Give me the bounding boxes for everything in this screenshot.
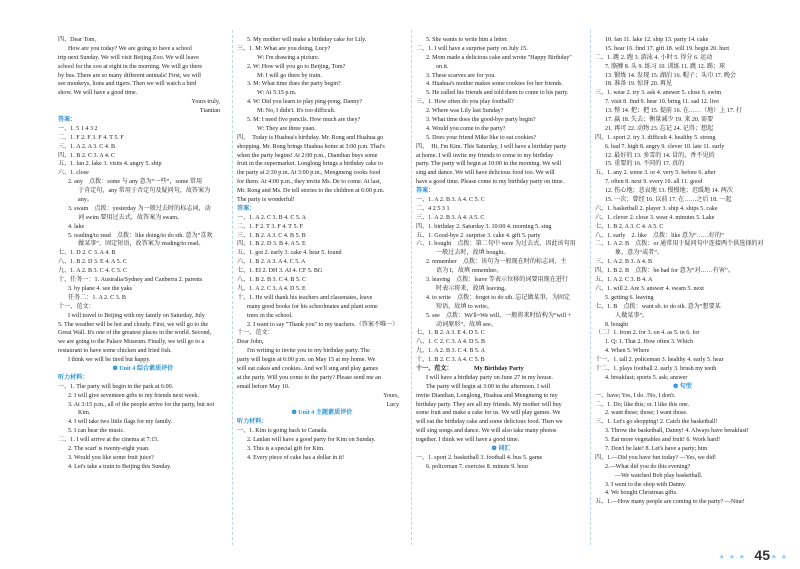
text-line: 3. leaving 点拨：leave 等表示位移的词要用现在进行: [426, 277, 569, 284]
text-line: by bus. There are so many different animals! First, we will: [58, 72, 201, 79]
text-line: 5. reading/to read 点拨：like doing/to do sth. 意为“喜欢: [68, 232, 213, 239]
text-line: 十、1. B 2. C 3. A 4. C 5. B: [416, 357, 485, 364]
text-line: invite Diandian, Longlong, Huahua and Mengmeng to my: [416, 392, 558, 399]
text-line: will sing songs and dance. We will also take many photos: [416, 428, 557, 435]
text-line: 12. 伤心地；悲哀地 13. 慢慢地；迟缓地 14. 两次: [605, 188, 733, 195]
text-line: 三、1. wear 2. try 3. ask 4. answer 5. close 6. swim: [595, 90, 722, 97]
text-line: 五、1. any 2. some 3. or 4. very 5. before 6. after: [595, 170, 716, 177]
text-line: the party at 2:30 p.m. At 3:00 p.m., Mengmeng cooks food: [237, 170, 381, 177]
text-line: email before May 10.: [237, 383, 290, 390]
text-line: 4. to write 点拨：forget to do sth. 忘记做某事，为固定: [426, 294, 571, 301]
text-line: 四、1.—Did you have fun today? —Yes, we did!: [595, 454, 717, 461]
column-divider: [232, 30, 233, 545]
text-line: shopping. Mr. Rong brings Huahua home at 3:00 p.m. That's: [237, 143, 385, 150]
text-line: 六、1. clever 2. close 3. wear 4. minutes 5. Lake: [595, 214, 715, 221]
text-line: W: They are three yuan.: [257, 125, 316, 132]
text-line: 三、1. A 2. B 3. A 4. A 5. C: [416, 214, 485, 221]
text-line: How are you today? We are going to have a school: [68, 45, 192, 52]
text-line: Yours truly,: [191, 99, 220, 106]
text-line: 四、 Hi, I'm Kim. This Saturday, I will have a birthday party: [416, 143, 567, 150]
text-line: 五、1. fan 2. lake 3. visits 4. angry 5. ship: [58, 161, 162, 168]
text-line: 九、1. A 2. C 3. A 4. D 5. E: [237, 285, 306, 292]
text-line: 5. see 点拨：We'll=We will，一般将来时结构为“will +: [426, 312, 572, 319]
text-line: 8. bought: [605, 321, 629, 328]
text-line: —We watched Bob play basketball.: [615, 472, 703, 479]
text-line: 4. W: Did you learn to play ping-pong, Danny?: [247, 99, 363, 106]
column-3: [416, 36, 586, 472]
text-line: 一、1. The party will begin in the park at 6:00.: [58, 383, 174, 390]
text-line: 八、1. early 2. like 点拨：like 意为“……好的”: [595, 232, 724, 239]
text-line: The party is wonderful!: [237, 197, 295, 204]
text-line: 6. policeman 7. exercise 8. minute 9. hour: [426, 463, 529, 470]
text-line: 2. want these; those; I want those.: [605, 410, 688, 417]
text-line: 2. remember 点拨：该句为一般现在时的标志词，主: [426, 259, 567, 266]
text-line: we are going to the Palace Museum. Finally, we will go to a: [58, 339, 205, 346]
text-line: Lucy: [386, 401, 399, 408]
text-line: 三、1. How often do you play football?: [416, 99, 514, 106]
text-line: 15. 重要的 16. 不同的 17. 真的: [605, 161, 685, 168]
text-line: 4. Let's take a train to Beijing this Sunday.: [68, 463, 172, 470]
text-line: trip next Sunday. We will visit Beijing Zoo. We will leave: [58, 54, 199, 61]
text-line: 6. bad 7. high 8. angry 9. clever 10. late 11. early: [605, 143, 725, 150]
text-line: 21. 再可 22. 动物 23. 忘记 24. 记得；想起: [605, 125, 714, 132]
text-line: 1. Q: 1. That 2. How often 3. Which: [605, 339, 694, 346]
text-line: 七、1. B 点拨：want sb. to do sth. 意为“想要某: [595, 303, 721, 310]
section-heading: ❁ Unit 4 综合素质评价: [112, 365, 174, 372]
text-line: party. The party will begin at 10:00 in the morning. We will: [416, 161, 562, 168]
column-divider: [590, 30, 591, 545]
text-line: 九、1. A 2. B 3. C 4. C 5. C: [58, 268, 128, 275]
text-line: together. I think we will have a good time.: [416, 437, 520, 444]
text-line: 5. The weather will be hot and cloudy. First, we will go to the: [58, 321, 209, 328]
text-line: 八、1. B 2. D 3. E 4. A 5. C: [58, 259, 127, 266]
text-line: 7. 胳膊 8. 头 9. 练习 10. 训练 11. 跳 12. 踢；球: [605, 63, 726, 70]
text-line: 5. getting 6. leaving: [605, 294, 654, 301]
text-line: 2.—What did you do this evening?: [605, 463, 691, 470]
text-line: at home. I will invite my friends to come to my birthday: [416, 152, 554, 159]
text-line: I will travel to Beijing with my family on Saturday, July: [68, 312, 205, 319]
text-line: 2. I will give seventeen gifts to my friends next week.: [68, 392, 199, 399]
section-heading: ❁ Unit 4 主题素质评价: [291, 410, 353, 417]
text-line: 十一、范文：: [58, 303, 95, 310]
section-heading: 听力材料：: [58, 374, 89, 381]
text-line: 3. What time does the good-bye party begin?: [426, 117, 536, 124]
text-line: 八、1. C 2. C 3. A 4. D 5. B: [416, 339, 486, 346]
text-line: 人做某事”。: [615, 312, 649, 319]
text-line: M: No, I didn't. It's too difficult.: [257, 108, 336, 115]
text-line: 一、1. Kim is going back to Canada.: [237, 428, 328, 435]
column-2: [237, 36, 407, 463]
text-line: The party will begin at 3:00 in the afternoon. I will: [426, 383, 551, 390]
text-line: 七、1. D 2. C 3. A 4. B: [58, 250, 116, 257]
text-line: 二、1. F 2. F 3. F 4. T 5. F: [58, 134, 124, 141]
text-line: 六、1. bought 点拨：第二句中 were 为过去式，因此该句用: [416, 241, 576, 248]
text-line: 三、1. M: What are you doing, Lucy?: [237, 45, 331, 52]
text-line: school for the zoo at eight in the morning. We will go there: [58, 63, 203, 70]
text-line: 3. by plane 4. see the yaks: [68, 285, 132, 292]
text-line: 于肯定句，any 常用于否定句及疑问句，故答案为: [78, 188, 211, 195]
text-line: 3. I went to the shop with Danny.: [605, 481, 687, 488]
text-line: 四、1. B 2. B 点拨：be bad for 意为“对……有害”。: [595, 268, 734, 275]
text-line: 七、1. B 2. A 3. C 4. A 5. C: [595, 223, 664, 230]
text-line: 13. 整 14. 把；把 15. 提前 16. 在……（地）上 17. 打: [605, 108, 743, 115]
text-line: 二、1. I will have a surprise party on July 15.: [416, 45, 528, 52]
section-heading: 答案：: [237, 205, 256, 212]
text-line: 4. breakfast; sports 5. ask; answer: [605, 374, 688, 381]
text-line: on it.: [436, 63, 449, 70]
text-line: 5. She wants to write him a letter.: [426, 37, 508, 43]
text-line: I will have a birthday party on June 27 in my house.: [426, 374, 553, 381]
text-line: 5. Eat more vegetables and fruit! 6. Work hard!: [605, 437, 721, 444]
text-line: 7. often 8. next 9. every 10. all 11. good: [605, 179, 703, 186]
text-line: 7. Don't be late! 8. Let's have a party; him: [605, 445, 708, 452]
text-line: 六、1. close: [58, 170, 89, 177]
text-line: 七、1. B 2. A 3. E 4. D 5. C: [416, 330, 485, 337]
text-line: 二、1. 跳 2. 跑 3. 游泳 4. 小时 5. 得分 6. 运动: [595, 54, 713, 61]
text-line: any。: [78, 197, 93, 204]
text-line: 4. Every piece of cake has a dollar in it!: [247, 454, 345, 461]
text-line: 13. 锻炼 14. 发现 15. 湖泊 16. 帽子；头巾 17. 晚会: [605, 72, 737, 79]
text-line: 短语，故填 to write。: [436, 303, 493, 310]
text-line: 5. I can hear the music.: [68, 428, 125, 435]
text-line: 二、1. A 2. B 点拨：or 通常用于疑问句中连接两个供选择的对: [595, 241, 764, 248]
text-line: 六、1. will 2. Are 3. answer 4. swam 5. next: [595, 285, 704, 292]
text-line: 动词原形”，故填 see。: [436, 321, 497, 328]
text-line: 一、1. 5 1 4 3 2: [58, 125, 98, 132]
text-line: 17. 赢 18. 失去；衡量减少 19. 来 20. 需要: [605, 117, 714, 124]
text-line: 一、1. A 2. C 3. B 4. C 5. A: [237, 214, 307, 221]
text-line: 三、1. A 2. B 3. A 4. B: [595, 259, 653, 266]
text-line: birthday party. They are all my friends. My mother will buy: [416, 401, 562, 408]
text-line: 3. At 3:15 p.m., all of the people arrive for the party, but not: [68, 401, 215, 408]
text-line: 六、1. basketball 2. player 3. ship 4. ships 5. cake: [595, 205, 718, 212]
decorative-stars-left: ★ ★ ★: [718, 553, 746, 561]
text-line: 象，意为“或者”。: [615, 250, 664, 257]
column-4: [595, 36, 770, 507]
text-line: 3. swam 点拨：yesterday 为一般过去时的标志词，动: [68, 205, 211, 212]
text-line: for them. At 4:00 p.m., they invite Ms. De to come. At last,: [237, 179, 382, 186]
text-line: have a good time. Please come to my birthday party on time.: [416, 179, 565, 186]
text-line: 4. Would you come to the party?: [426, 125, 506, 132]
text-line: 一般过去时，故填 bought。: [436, 250, 510, 257]
text-line: sing and dance. We will have delicious food too. We will: [416, 170, 555, 177]
decorative-stars-right: ★ ★: [770, 553, 788, 561]
text-line: 一、1. A 2. B 3. A 4. C 5. C: [416, 197, 485, 204]
text-line: 三、1. A 2. A 3. C 4. B: [58, 143, 116, 150]
text-line: I'm writing to invite you to my birthday party. The: [247, 348, 370, 355]
text-line: some fruit and make a cake for us. We will play games. We: [416, 410, 561, 417]
text-line: 3. M: What time does the party begin?: [247, 81, 341, 88]
column-1: [58, 36, 228, 472]
text-line: when the party begins! At 2:00 p.m., Diandian buys some: [237, 152, 378, 159]
text-line: 5. M: I need five pencils. How much are they?: [247, 117, 361, 124]
text-line: 六、1. B 2. A 3. A 4. C 5. A: [237, 259, 306, 266]
text-line: 四、 Today is Huahua's birthday. Mr. Rong and Huahua go: [237, 134, 384, 141]
column-divider: [411, 30, 412, 545]
text-line: 十一、范文：: [237, 330, 274, 337]
section-heading: 答案：: [58, 117, 77, 124]
page-number: 45: [754, 547, 770, 563]
text-line: 任务二：1. A 2. C 3. B: [68, 294, 126, 301]
text-line: Great Wall. It's one of the greatest places in the world. Second,: [58, 330, 212, 337]
text-line: 10. fan 11. lake 12. ship 13. party 14. cake: [605, 37, 709, 43]
text-line: restaurant to have some chicken and fried fish.: [58, 348, 172, 355]
text-line: 4. Huahua's mother makes some cookies for her friends.: [426, 81, 563, 88]
text-line: 四、1. birthday 2. Saturday 3. 10:00 4. morning 5. sing: [416, 223, 552, 230]
text-line: 十一、范文： My Birthday Party: [416, 365, 524, 372]
text-line: 5. Does your friend Mike like to eat cookies?: [426, 134, 537, 141]
text-line: 二、1. Do; like this; or. I like this one.: [595, 401, 690, 408]
section-heading: 答案：: [416, 188, 435, 195]
text-line: 4. lake: [68, 223, 85, 230]
section-heading: ❁ 句型: [673, 383, 692, 390]
text-line: 四、Dear Tom,: [58, 37, 97, 43]
text-line: Kim.: [78, 410, 91, 417]
text-line: 五、1. got 2. early 3. cake 4. hear 5. found: [237, 250, 342, 257]
text-line: 二、1. I will arrive at the cinema at 7:15.: [58, 437, 159, 444]
text-line: see monkeys, lions and tigers. Then we will watch a bird: [58, 81, 197, 88]
text-line: 7. visit 8. find 9. hear 10. bring 11. sad 12. live: [605, 99, 720, 106]
text-line: 三、1. B 2. A 3. C 4. B 5. B: [237, 232, 306, 239]
text-line: 2. W: How will you go to Beijing, Tom?: [247, 63, 346, 70]
text-line: 五、1. A 2. C 3. B 4. A: [595, 277, 653, 284]
text-line: 3. Would you like some fruit juice?: [68, 454, 154, 461]
text-line: W: At 5:15 p.m.: [257, 90, 297, 97]
text-line: 5. My mother will make a birthday cake for Lily.: [247, 37, 367, 43]
text-line: 语为 I，故填 remember。: [436, 268, 503, 275]
text-line: W: I'm drawing a picture.: [257, 54, 320, 61]
text-line: Dear John,: [237, 339, 264, 346]
text-line: 2. any 点拨：some 与 any 意为“一些”，some 常用: [68, 179, 203, 186]
text-line: party will begin at 6:00 p.m. on May 15 at my home. We: [237, 357, 376, 364]
text-line: 4. I will take two little flags for my family.: [68, 419, 173, 426]
text-line: will eat cakes and cookies. And we'll sing and play games: [237, 365, 379, 372]
text-line: 十一、1. tall 2. policeman 3. healthy 4. early 5. hear: [595, 357, 724, 364]
text-line: many good books for his schoolmates and plant some: [247, 303, 378, 310]
text-line: 五、1. Good-bye 2. surprise 3. cake 4. gift 5. party: [416, 232, 541, 239]
text-line: Yours,: [383, 392, 399, 399]
text-line: 3. This is a special gift for Kim.: [247, 445, 325, 452]
text-line: 2. Mom made a delicious cake and wrote "Happy Birthday": [426, 54, 572, 61]
text-line: 四、1. B 2. C 3. A 4. C: [58, 152, 116, 159]
text-line: Mr. Rong and Ms. De tell stories to the children at 6:00 p.m.: [237, 188, 385, 195]
text-line: 2. Lanlan will have a good party for Kim on Sunday.: [247, 437, 376, 444]
text-line: 十二、1. plays football 2. early 3. brush my teeth: [595, 365, 717, 372]
text-line: 3. These scarves are for you.: [426, 72, 496, 79]
text-line: 五、1.—How many people are coming to the party? —Nine!: [595, 499, 745, 506]
text-line: （二）1. from 2. for 3. on 4. as 5. in 6. for: [595, 330, 700, 337]
text-line: I think we will be tired but happy.: [68, 357, 151, 364]
text-line: 十、任务一：1. Australia/Sydney and Canberra 2. parents: [58, 277, 203, 284]
text-line: 3. Throw the basketball, Danny! 4. Always have breakfast!: [605, 428, 749, 435]
text-line: 4. We bought Christmas gifts.: [605, 490, 678, 497]
section-heading: ❁ 词汇: [491, 445, 511, 452]
text-line: 二、4 2 5 3 1: [416, 205, 450, 212]
text-line: 12. 最好的 13. 多雪的 14. 冒的，香不见的: [605, 152, 715, 159]
text-line: 四、1. sport 2. try 3. difficult 4. healthy 5. strong: [595, 134, 716, 141]
text-line: 2. The scarf is twenty-eight yuan.: [68, 445, 150, 452]
text-line: 词 swim 要用过去式，故答案为 swam。: [78, 214, 184, 221]
text-line: show. We will have a good time.: [58, 90, 138, 97]
text-line: 2. Where was Lily last Sunday?: [426, 108, 504, 115]
text-line: at the party. Will you come to the party? Please send me an: [237, 374, 381, 381]
text-line: fruit in the supermarket. Longlong brings a birthday cake to: [237, 161, 383, 168]
text-line: 十、1. He will thank his teachers and classmates, leave: [237, 294, 373, 301]
text-line: 八、1. B 2. B 3. C 4. B 5. C: [237, 277, 307, 284]
text-line: M: I will go there by train.: [257, 72, 322, 79]
text-line: 三、1. Let's go shopping! 2. Catch the basketball!: [595, 419, 718, 426]
text-line: 15. 一次；曾经 16. 以前 17. 在……之后 18. 一起: [605, 197, 732, 204]
text-line: Tiantian: [199, 108, 220, 115]
text-line: 七、1. EI 2. DH 3. AI 4. CF 5. BG: [237, 268, 323, 275]
text-line: 时表示将来，故填 leaving。: [436, 285, 511, 292]
text-line: 四、1. B 2. D 3. B 4. A 5. E: [237, 241, 306, 248]
text-line: 2. I want to say "Thank you" to my teachers.（答案不唯一）: [247, 321, 399, 328]
text-line: 做某事”，固定短语，故答案为 reading/to read。: [78, 241, 205, 248]
text-line: 18. 准备 19. 惊讶 20. 再见: [605, 81, 673, 88]
text-line: 5. He called his friends and told them to come to his party.: [426, 90, 569, 97]
section-heading: 听力材料：: [237, 419, 268, 426]
text-line: 九、1. A 2. B 3. C 4. B 5. A: [416, 348, 486, 355]
text-line: will eat the birthday cake and some delicious food. Then we: [416, 419, 563, 426]
text-line: 一、have; Yes, I do. /No, I don't.: [595, 392, 676, 399]
text-line: 二、1. F 2. T 3. F 4. T 5. F: [237, 223, 303, 230]
text-line: 一、1. sport 2. basketball 3. football 4. bus 5. game: [416, 454, 543, 461]
text-line: 15. hear 16. find 17. gift 18. will 19. begin 20. hurt: [605, 45, 730, 52]
text-line: trees in the school.: [247, 312, 293, 319]
text-line: 4. When 5. Where: [605, 348, 650, 355]
